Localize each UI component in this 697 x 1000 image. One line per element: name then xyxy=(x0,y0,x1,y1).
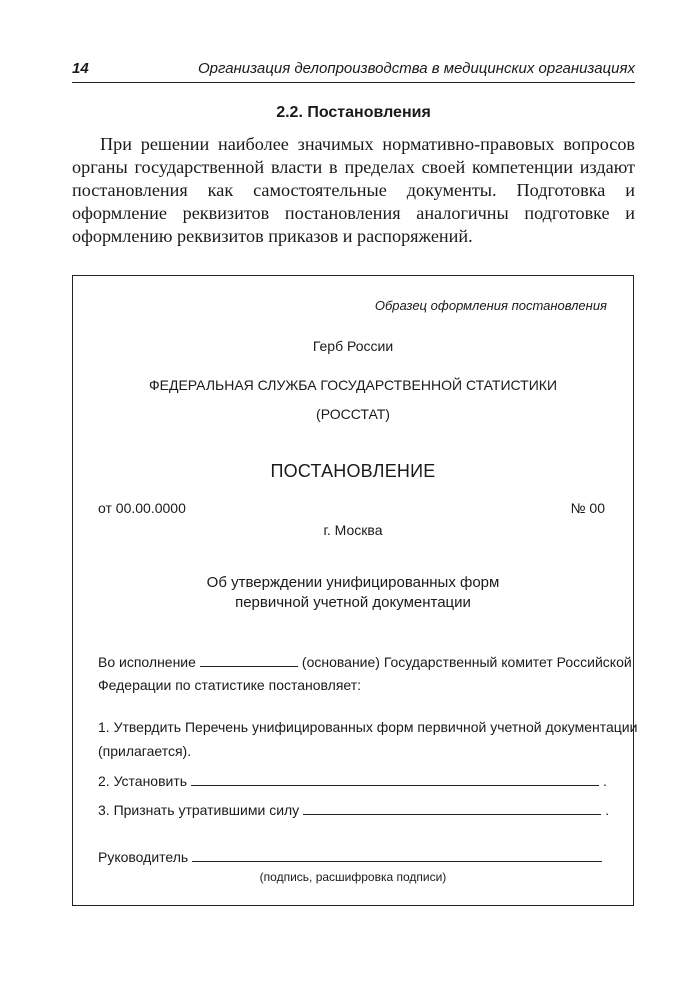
basis-suffix: (основание) Государственный комитет Российской xyxy=(301,654,632,670)
basis-line xyxy=(98,653,632,670)
header-divider xyxy=(72,82,635,83)
item-1-line-2: (прилагается). xyxy=(98,743,192,759)
basis-line-2: Федерации по статистике постановляет: xyxy=(98,677,362,693)
running-title: Организация делопроизводства в медицинских организациях xyxy=(197,59,635,77)
signature-note: (подпись, расшифровка подписи) xyxy=(259,870,447,884)
item-3-period: . xyxy=(605,802,610,818)
coat-of-arms-placeholder: Герб России xyxy=(312,338,394,354)
subject-line-2: первичной учетной документации xyxy=(235,594,471,611)
subject-line-1: Об утверждении унифицированных форм xyxy=(206,574,500,591)
document-type-title: ПОСТАНОВЛЕНИЕ xyxy=(270,461,436,481)
item-2-period: . xyxy=(603,773,607,789)
running-header xyxy=(72,56,635,80)
signature-label: Руководитель xyxy=(98,849,189,865)
item-3-blank-field xyxy=(303,801,601,815)
signature-blank-field xyxy=(192,848,602,862)
item-2-blank-field xyxy=(191,772,599,786)
item-3-label: 3. Признать утратившими силу xyxy=(98,802,300,818)
basis-blank-field xyxy=(200,653,298,667)
item-2-label: 2. Установить xyxy=(98,773,188,789)
document-number: № 00 xyxy=(570,500,605,516)
item-2 xyxy=(98,772,607,789)
agency-name: ФЕДЕРАЛЬНАЯ СЛУЖБА ГОСУДАРСТВЕННОЙ СТАТИСТИКИ xyxy=(148,377,558,393)
document-city: г. Москва xyxy=(323,522,383,538)
sample-document-frame xyxy=(72,275,638,906)
agency-abbreviation: (РОССТАТ) xyxy=(316,406,390,422)
document-subject xyxy=(73,573,633,613)
item-1-line-1: 1. Утвердить Перечень унифицированных форм первичной учетной документации xyxy=(98,719,638,735)
basis-prefix: Во исполнение xyxy=(98,654,196,670)
page-number: 14 xyxy=(72,59,89,77)
signature-line xyxy=(98,848,606,865)
document-date: от 00.00.0000 xyxy=(98,500,186,516)
intro-paragraph: При решении наиболее значимых нормативно-правовых вопросов органы государственной власти в пределах своей компетенции издают постановления как самостоятельные документы. Подготовка и оформление реквизитов постановления аналогичны подготовке и оформлению реквизитов приказов и распоряжений. xyxy=(72,134,635,246)
item-3 xyxy=(98,801,609,818)
sample-caption: Образец оформления постановления xyxy=(374,298,607,313)
section-heading: 2.2. Постановления xyxy=(276,104,431,121)
